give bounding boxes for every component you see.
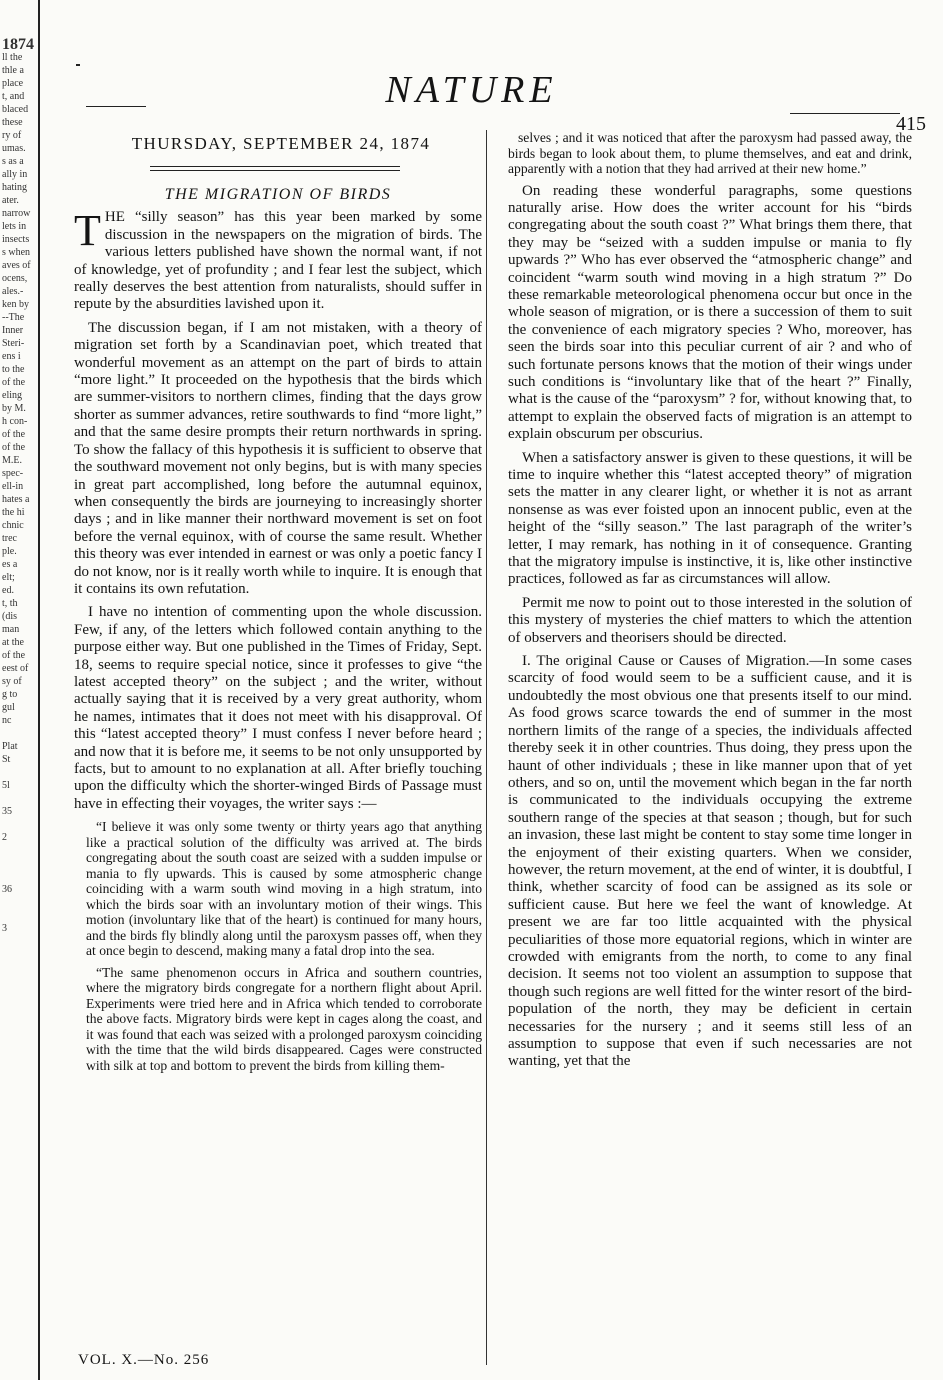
- article-paragraph: I have no intention of commenting upon the whole discussion. Few, if any, of the letters which followed contain anything to the purpose either way. But one published in the Times of Friday, Sept. 18, seems to require special notice, since it professes to give “the latest accepted theory” on the subject ; and the writer, without actually saying that it is received by a very great authority, whom he names, intimates that it does not meet with his disapproval. Of this “latest accepted theory” I must confess I never before heard ; and now that it is before me, it seems to be not only unsupported by facts, but to amount to no explanation at all. After briefly touching upon the difficulty which the shorter-winged Birds of Passage must have in effecting their voyages, the writer says :—: [74, 604, 482, 812]
- bleed-fragment: 3: [2, 923, 7, 934]
- bleed-fragment: Inner: [2, 325, 24, 336]
- bleed-fragment: s when: [2, 247, 31, 258]
- bleed-fragment: of the: [2, 377, 26, 388]
- dateline-rule: [150, 166, 400, 171]
- bleed-fragment: [0, 844, 38, 857]
- quoted-paragraph: “I believe it was only some twenty or thirty years ago that anything like a practical solution of the difficulty was arrived at. The birds congregating about the south coast are seized with a sudden impulse or mania to fly upwards. This is caused by some atmospheric change coinciding with a warm south wind moving in a high stratum, into which the birds soar with an involuntary motion of their wings. This motion (involuntary like that of the heart) is continued for many hours, and the birds fly blindly along until the paroxysm passes off, when they at once begin to descend, making many a fatal drop into the sea.: [86, 819, 482, 959]
- bleed-fragment: of the: [2, 650, 26, 661]
- bleed-fragment: eest of: [2, 663, 29, 674]
- bleed-fragment: ll the: [2, 52, 23, 63]
- bleed-fragment: eling: [2, 390, 22, 401]
- ink-mark: [76, 64, 80, 66]
- bleed-fragment: ell-in: [2, 481, 24, 492]
- bleed-fragment: of the: [2, 442, 26, 453]
- bleed-fragment: g to: [2, 689, 18, 700]
- bleed-fragment: ales.-: [2, 286, 24, 297]
- bleed-fragment: elt;: [2, 572, 15, 583]
- article-paragraph: [74, 206, 482, 313]
- bleed-fragment: hates a: [2, 494, 30, 505]
- bleed-year: 1874: [2, 36, 34, 53]
- bleed-fragment: --The: [2, 312, 25, 323]
- bleed-fragment: trec: [2, 533, 17, 544]
- bleed-fragment: (dis: [2, 611, 17, 622]
- volume-footer: VOL. X.—No. 256: [78, 1352, 210, 1368]
- bleed-fragment: place: [2, 78, 24, 89]
- bleed-fragment: t, th: [2, 598, 18, 609]
- article-paragraph: The discussion began, if I am not mistaken, with a theory of migration set forth by a Scandinavian poet, which treated that wonderful movement as an attempt on the part of birds to attain “more light.” It proceeded on the hypothesis that the birds which are summer-visitors to northern climes, finding that the days grow shorter as summer advances, retire southwards to find “more light,” and that the same desire prompts their return northwards in spring. To show the fallacy of this hypothesis it is sufficient to observe that the southward movement not only begins, but is with many species in great part accomplished, long before the autumnal equinox, when consequently the birds are journeying to increasingly shorter days ; and in like manner their northward movement is set on foot before the vernal equinox, with of course the same result. Whether this theory was ever intended in earnest or was only a poetic fancy I do not know, nor is it really worth while to inquire. It is enough that it contains its own refutation.: [74, 319, 482, 597]
- bleed-fragment: chnic: [2, 520, 24, 531]
- bleed-fragment: insects: [2, 234, 30, 245]
- article-paragraph: I. The original Cause or Causes of Migration.—In some cases scarcity of food would seem to be a sufficient cause, and it is undoubtedly the most obvious one that presents itself to our mind. As food grows scarce towards the end of summer in the most northern limits of the range of a species, the individuals affected thereby seek it in other countries. Thus doing, they press upon the haunt of other individuals ; these in like manner upon that of yet others, and so on, until the movement which began in the far north is communicated to the individuals occupying the extreme southern range of the species at that season ; though, but for such an invasion, these last might be content to stay some time longer in the enjoyment of their existing quarters. When we consider, however, the return movement, at the end of winter, it is doubtful, I think, whether scarcity of food can be assigned as its sole or sufficient cause. But here we feel the want of knowledge. At present we are far too little acquainted with the physical peculiarities of those more equatorial regions, which in winter are crowded with emigrants from the north, to come to any final decision. It seems not too violent an assumption to suppose that though such regions are well fitted for the winter resort of the bird-population of the north, they may be deficient in certain necessaries for the nursery ; and it seems still less of an assumption to suppose that even if such necessaries are not wanting, yet that the: [508, 653, 912, 1070]
- bleed-fragment: ally in: [2, 169, 28, 180]
- bleed-fragment: these: [2, 117, 23, 128]
- paragraph-text: HE “silly season” has this year been marked by some discussion in the newspapers on the migration of birds. The various letters published have shown the normal want, if not of knowledge, yet of profundity ; and I fear lest the subject, which really deserves the best attention from naturalists, should suffer in repute by the absurdities lavished upon it.: [74, 209, 482, 313]
- bleed-fragment: aves of: [2, 260, 31, 271]
- bleed-fragment: of the: [2, 429, 26, 440]
- bleed-fragment: St: [2, 754, 11, 765]
- bleed-fragment: hating: [2, 182, 27, 193]
- bleed-fragments: [0, 51, 38, 935]
- bleed-fragment: s as a: [2, 156, 24, 167]
- bleed-fragment: to the: [2, 364, 25, 375]
- bleed-fragment: ocens,: [2, 273, 28, 284]
- bleed-fragment: ple.: [2, 546, 17, 557]
- bleed-fragment: gul: [2, 702, 15, 713]
- bleed-fragment: sy of: [2, 676, 22, 687]
- bleed-fragment: [0, 896, 38, 909]
- bleed-fragment: umas.: [2, 143, 26, 154]
- article-paragraph: When a satisfactory answer is given to these questions, it will be time to inquire whether this “latest accepted theory” of migration sets the matter in any clearer light, or whether it is not as arrant nonsense as was ever foisted upon an innocent public, even at the height of the “silly season.” The last paragraph of the writer’s letter, I may remark, has nothing in it of consequence. Granting that the migratory impulse is instinctive, it is, like other instinctive practices, followed as far as circumstances will allow.: [508, 449, 912, 588]
- quoted-paragraph: “The same phenomenon occurs in Africa and southern countries, where the migratory birds congregate for a northern flight about April. Experiments were tried here and in Africa which tended to corroborate the above facts. Migratory birds were kept in cages along the coast, and it was found that each was seized with a prolonged paroxysm coinciding with the time that the wild birds disappeared. Cages were constructed with silk at top and bottom to prevent the birds from killing them-: [86, 964, 482, 1073]
- bleed-fragment: es a: [2, 559, 18, 570]
- bleed-fragment: nc: [2, 715, 12, 726]
- quoted-paragraph-continued: selves ; and it was noticed that after the paroxysm had passed away, the birds began to look about them, to plume themselves, and eat and drink, apparently with a notion that they had arrived at their new home.”: [508, 130, 912, 176]
- bleed-fragment: M.E.: [2, 455, 22, 466]
- bleed-fragment: ry of: [2, 130, 22, 141]
- bleed-fragment: [0, 792, 38, 805]
- bleed-fragment: the hi: [2, 507, 25, 518]
- bleed-fragment: ens i: [2, 351, 21, 362]
- bleed-fragment: 36: [2, 884, 12, 895]
- article-paragraph: Permit me now to point out to those interested in the solution of this mystery of mysteries the chief matters to which the attention of observers and theorisers should be directed.: [508, 594, 912, 646]
- drop-cap: T: [74, 206, 101, 256]
- masthead-rule-right: [790, 113, 900, 114]
- bleed-fragment: [0, 909, 38, 922]
- bleed-fragment: 2: [2, 832, 7, 843]
- masthead-rule-left: [86, 106, 146, 107]
- left-column: [74, 186, 482, 1079]
- bleed-fragment: h con-: [2, 416, 28, 427]
- bleed-fragment: man: [2, 624, 20, 635]
- bleed-fragment: [0, 870, 38, 883]
- bleed-fragment: blaced: [2, 104, 29, 115]
- article-title: THE MIGRATION OF BIRDS: [164, 186, 392, 203]
- bleed-fragment: 5l: [2, 780, 10, 791]
- bleed-fragment: [0, 766, 38, 779]
- bleed-fragment: thle a: [2, 65, 24, 76]
- bleed-fragment: 35: [2, 806, 12, 817]
- bleed-fragment: Steri-: [2, 338, 25, 349]
- bleed-fragment: [0, 818, 38, 831]
- column-separator: [486, 130, 487, 1365]
- bleed-fragment: Plat: [2, 741, 18, 752]
- bleed-fragment: at the: [2, 637, 24, 648]
- bleed-fragment: by M.: [2, 403, 26, 414]
- bleed-fragment: ed.: [2, 585, 14, 596]
- dateline: THURSDAY, SEPTEMBER 24, 1874: [131, 134, 431, 153]
- page-number: 415: [896, 113, 926, 135]
- bleed-fragment: ater.: [2, 195, 19, 206]
- bleed-fragment: ken by: [2, 299, 29, 310]
- adjacent-page-bleed: [0, 0, 40, 1380]
- bleed-fragment: narrow: [2, 208, 31, 219]
- bleed-fragment: [0, 727, 38, 740]
- bleed-fragment: t, and: [2, 91, 25, 102]
- bleed-fragment: lets in: [2, 221, 27, 232]
- right-column: [508, 130, 912, 1077]
- bleed-fragment: [0, 857, 38, 870]
- article-paragraph: On reading these wonderful paragraphs, some questions naturally arise. How does the writer account for his “birds congregating about the south coast ?” What brings them there, that they may be “seized with a sudden impulse or mania to fly upwards ?” Who has ever observed the “atmospheric change” and coincident “warm south wind moving in a high stratum ?” Do these remarkable meteorological phenomena occur but once in the whole season of migration, or is there a succession of them to suit the convenience of each migratory species ? Who, moreover, has seen the birds soar into this peculiar current of air ? and who of such fortunate persons knows that the motion of their wings under such conditions is “involuntary like that of the heart ?” Finally, what is the cause of the “paroxysm” ? for, without knowing that, to attempt to explain the observed facts of migration is an attempt to explain obscurum per obscurius.: [508, 182, 912, 443]
- bleed-fragment: spec-: [2, 468, 24, 479]
- journal-masthead: NATURE: [385, 69, 558, 111]
